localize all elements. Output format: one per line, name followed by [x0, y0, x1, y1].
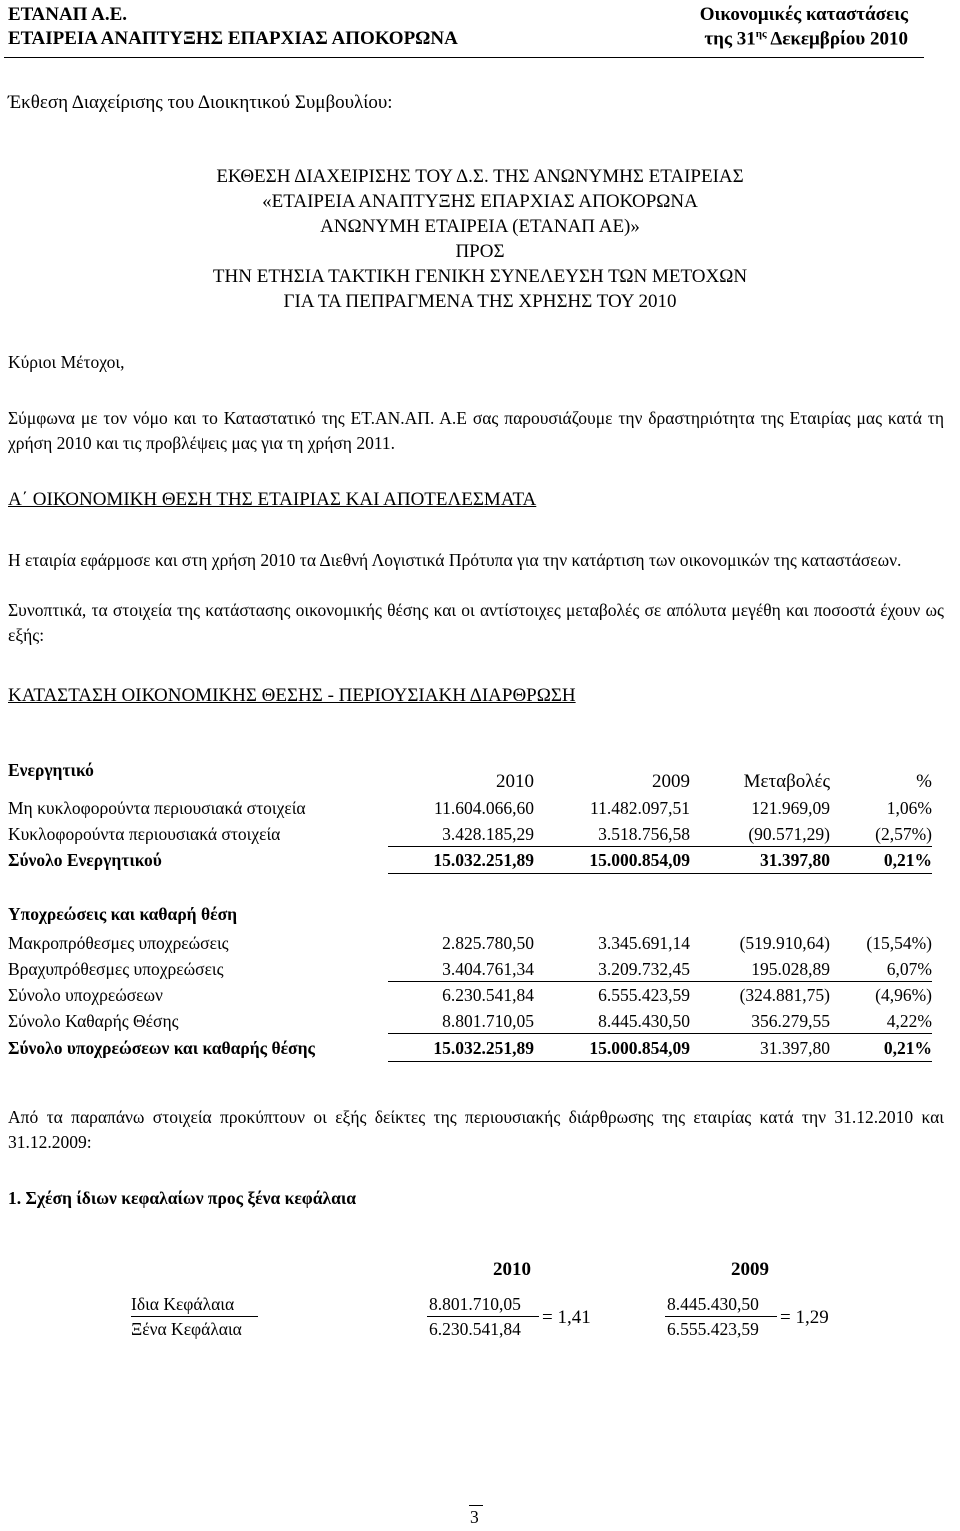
subtotal-rule — [388, 1033, 932, 1034]
cell-percent: 0,21% — [883, 1038, 932, 1058]
cell-percent: 0,21% — [883, 850, 932, 870]
column-header-2010: 2010 — [496, 771, 534, 792]
cell-percent: 4,22% — [886, 1011, 932, 1031]
report-title-line-2: «ΕΤΑΙΡΕΙΑ ΑΝΑΠΤΥΞΗΣ ΕΠΑΡΧΙΑΣ ΑΠΟΚΟΡΩΝΑ — [262, 191, 698, 212]
report-title-line-3: ΑΝΩΝΥΜΗ ΕΤΑΙΡΕΙΑ (ΕΤΑΝΑΠ ΑΕ)» — [320, 216, 640, 237]
company-full-name: ΕΤΑΙΡΕΙΑ ΑΝΑΠΤΥΞΗΣ ΕΠΑΡΧΙΑΣ ΑΠΟΚΟΡΩΝΑ — [8, 28, 458, 49]
report-title-line-5: ΤΗΝ ΕΤΗΣΙΑ ΤΑΚΤΙΚΗ ΓΕΝΙΚΗ ΣΥΝΕΛΕΥΣΗ ΤΩΝ ΜΕΤΟΧΩΝ — [212, 266, 748, 287]
ratio-2009-result: = 1,29 — [780, 1307, 829, 1328]
cell-change: 31.397,80 — [760, 850, 830, 870]
cell-2010: 3.428.185,29 — [442, 824, 534, 844]
cell-2009: 15.000.854,09 — [589, 850, 690, 870]
row-label: Βραχυπρόθεσμες υποχρεώσεις — [8, 959, 224, 979]
cell-percent: 6,07% — [886, 959, 932, 979]
cell-change: 121.969,09 — [751, 798, 830, 818]
cell-2010: 11.604.066,60 — [434, 798, 534, 818]
total-rule — [388, 1061, 932, 1062]
ratio-2009-denominator: 6.555.423,59 — [667, 1319, 759, 1339]
summary-paragraph: Συνοπτικά, τα στοιχεία της κατάστασης οικονομικής θέσης και οι αντίστοιχες μεταβολές σε απόλυτα μεγέθη και ποσοστά έχουν ως εξής: — [8, 600, 944, 645]
row-label: Μη κυκλοφορούντα περιουσιακά στοιχεία — [8, 798, 306, 818]
ratio-2009-numerator: 8.445.430,50 — [667, 1294, 759, 1314]
cell-2009: 3.345.691,14 — [598, 933, 690, 953]
cell-2010: 8.801.710,05 — [442, 1011, 534, 1031]
cell-2009: 15.000.854,09 — [589, 1038, 690, 1058]
fraction-bar — [665, 1316, 777, 1317]
cell-2009: 8.445.430,50 — [598, 1011, 690, 1031]
ratio-year-2009: 2009 — [731, 1259, 769, 1280]
cell-2009: 3.209.732,45 — [598, 959, 690, 979]
cell-percent: (2,57%) — [875, 824, 932, 844]
company-short-name: ΕΤΑΝΑΠ Α.Ε. — [8, 4, 128, 25]
ratio-2010-denominator: 6.230.541,84 — [429, 1319, 521, 1339]
row-label: Σύνολο Ενεργητικού — [8, 850, 162, 870]
total-rule — [388, 873, 932, 874]
assets-heading: Ενεργητικό — [8, 760, 94, 780]
report-title-line-6: ΓΙΑ ΤΑ ΠΕΠΡΑΓΜΕΝΑ ΤΗΣ ΧΡΗΣΗΣ ΤΟΥ 2010 — [283, 291, 677, 312]
date-superscript: ης — [755, 28, 767, 40]
cell-2009: 3.518.756,58 — [598, 824, 690, 844]
page-number: 3 — [470, 1507, 479, 1527]
row-label: Σύνολο Καθαρής Θέσης — [8, 1011, 179, 1031]
cell-2010: 3.404.761,34 — [442, 959, 534, 979]
cell-2009: 11.482.097,51 — [590, 798, 690, 818]
cell-change: (324.881,75) — [739, 985, 830, 1005]
subtotal-rule — [388, 846, 932, 847]
cell-percent: (4,96%) — [875, 985, 932, 1005]
ratio-numerator-label: Ιδια Κεφάλαια — [131, 1294, 235, 1314]
cell-change: (519.910,64) — [739, 933, 830, 953]
liabilities-heading: Υποχρεώσεις και καθαρή θέση — [8, 904, 238, 924]
row-label: Σύνολο υποχρεώσεων και καθαρής θέσης — [8, 1038, 315, 1058]
fraction-bar — [131, 1316, 258, 1317]
table-heading: ΚΑΤΑΣΤΑΣΗ ΟΙΚΟΝΟΜΙΚΗΣ ΘΕΣΗΣ - ΠΕΡΙΟΥΣΙΑΚΗ ΔΙΑΡΘΡΩΣΗ — [8, 685, 576, 706]
date-suffix: Δεκεμβρίου 2010 — [766, 28, 908, 50]
ratio-1-heading: 1. Σχέση ίδιων κεφαλαίων προς ξένα κεφάλαια — [8, 1188, 357, 1208]
cell-2010: 2.825.780,50 — [442, 933, 534, 953]
row-label: Μακροπρόθεσμες υποχρεώσεις — [8, 933, 229, 953]
cell-2010: 15.032.251,89 — [433, 850, 534, 870]
fraction-bar — [427, 1316, 539, 1317]
section-a-heading: Α΄ ΟΙΚΟΝΟΜΙΚΗ ΘΕΣΗ ΤΗΣ ΕΤΑΙΡΙΑΣ ΚΑΙ ΑΠΟΤΕΛΕΣΜΑΤΑ — [8, 489, 537, 510]
cell-change: 195.028,89 — [751, 959, 830, 979]
ratio-2010-numerator: 8.801.710,05 — [429, 1294, 521, 1314]
column-header-2009: 2009 — [652, 771, 690, 792]
section-title: Έκθεση Διαχείρισης του Διοικητικού Συμβουλίου: — [8, 92, 393, 113]
cell-percent: (15,54%) — [866, 933, 932, 953]
cell-change: (90.571,29) — [748, 824, 830, 844]
intro-paragraph: Σύμφωνα με τον νόμο και το Καταστατικό της ΕΤ.ΑΝ.ΑΠ. Α.Ε σας παρουσιάζουμε την δραστηριότητα της Εταιρίας μας κατά τη χρήση 2010 και τις προβλέψεις μας για τη χρήση 2011. — [8, 408, 944, 453]
column-header-change: Μεταβολές — [743, 771, 830, 792]
report-title-line-4: ΠΡΟΣ — [455, 241, 505, 262]
cell-2009: 6.555.423,59 — [598, 985, 690, 1005]
ratio-year-2010: 2010 — [493, 1259, 531, 1280]
document-date — [704, 28, 908, 50]
column-header-percent: % — [916, 771, 932, 792]
row-label: Κυκλοφορούντα περιουσιακά στοιχεία — [8, 824, 281, 844]
ratio-denominator-label: Ξένα Κεφάλαια — [131, 1319, 242, 1339]
cell-change: 31.397,80 — [760, 1038, 830, 1058]
ifrs-paragraph: Η εταιρία εφάρμοσε και στη χρήση 2010 τα Διεθνή Λογιστικά Πρότυπα για την κατάρτιση των οικονομικών της καταστάσεων. — [8, 550, 902, 570]
date-prefix: της 31 — [704, 28, 756, 50]
ratio-2010-result: = 1,41 — [542, 1307, 591, 1328]
ratios-paragraph: Από τα παραπάνω στοιχεία προκύπτουν οι εξής δείκτες της περιουσιακής διάρθρωσης της εταιρίας κατά την 31.12.2010 και 31.12.2009: — [8, 1107, 944, 1152]
cell-change: 356.279,55 — [751, 1011, 830, 1031]
header-rule — [4, 57, 924, 58]
report-title-line-1: ΕΚΘΕΣΗ ΔΙΑΧΕΙΡΙΣΗΣ ΤΟΥ Δ.Σ. ΤΗΣ ΑΝΩΝΥΜΗΣ ΕΤΑΙΡΕΙΑΣ — [216, 166, 744, 187]
salutation: Κύριοι Μέτοχοι, — [8, 352, 125, 372]
cell-2010: 6.230.541,84 — [442, 985, 534, 1005]
row-label: Σύνολο υποχρεώσεων — [8, 985, 163, 1005]
subtotal-rule — [388, 981, 932, 982]
page-number-rule — [469, 1505, 483, 1506]
cell-percent: 1,06% — [886, 798, 932, 818]
document-type: Οικονομικές καταστάσεις — [699, 4, 908, 25]
cell-2010: 15.032.251,89 — [433, 1038, 534, 1058]
